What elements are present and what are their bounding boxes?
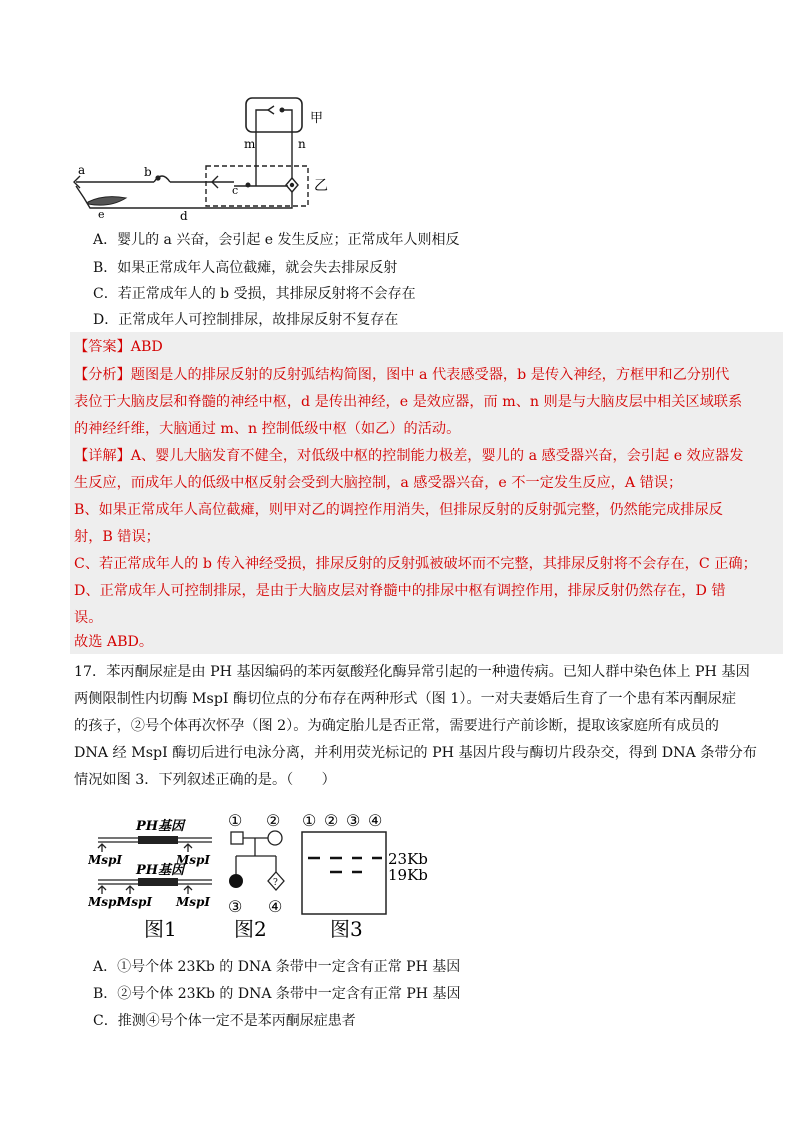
- detail-line: 射，B 错误；: [74, 529, 160, 545]
- svg-text:?: ?: [273, 878, 278, 888]
- fig1-site-label: MspI: [176, 853, 211, 867]
- pedigree-number: ②: [266, 811, 281, 830]
- band-label-23kb: 23Kb: [388, 850, 428, 868]
- q17-option-b: B．②号个体 23Kb 的 DNA 条带中一定含有正常 PH 基因: [93, 986, 461, 1002]
- pedigree-affected-child: [229, 874, 243, 888]
- fig1-site-label: MspI: [118, 895, 153, 909]
- fig1-site-label: MspI: [176, 895, 211, 909]
- label-c: c: [232, 184, 239, 197]
- pedigree-number: ③: [228, 897, 243, 916]
- gel-frame: [302, 832, 386, 914]
- fig1-site-label: MspI: [88, 853, 123, 867]
- detail-line: 误。: [74, 610, 103, 626]
- fig1-caption: 图1: [144, 917, 177, 941]
- q17-option-c: C．推测④号个体一定不是苯丙酮尿症患者: [93, 1013, 356, 1029]
- answer-line: 【答案】ABD: [74, 339, 163, 355]
- label-n: n: [298, 137, 306, 151]
- q16-option-d: D．正常成年人可控制排尿，故排尿反射不复存在: [93, 312, 399, 328]
- fig2-caption: 图2: [234, 917, 267, 941]
- detail-line: C、若正常成年人的 b 传入神经受损，排尿反射的反射弧被破坏而不完整，其排尿反射将不会存在，C 正确；: [74, 556, 757, 572]
- pedigree-number: ④: [268, 897, 283, 916]
- ph-gene-block: [138, 878, 178, 886]
- q17-option-a: A．①号个体 23Kb 的 DNA 条带中一定含有正常 PH 基因: [93, 959, 461, 975]
- detail-line: 生反应，而成年人的低级中枢反射会受到大脑控制，a 感受器兴奋，e 不一定发生反应，A 错误；: [74, 475, 683, 491]
- fig3-caption: 图3: [330, 917, 363, 941]
- label-jia: 甲: [310, 111, 324, 126]
- q17-stem-line: 17．苯丙酮尿症是由 PH 基因编码的苯丙氨酸羟化酶异常引起的一种遗传病。已知人群中染色体上 PH 基因: [74, 664, 750, 680]
- lane-number: ①: [302, 811, 317, 830]
- q16-option-c: C．若正常成年人的 b 受损，其排尿反射将不会存在: [93, 286, 416, 302]
- effector-e: [88, 197, 126, 205]
- detail-line: 【详解】A、婴儿大脑发育不健全，对低级中枢的控制能力极差，婴儿的 a 感受器兴奋，会引起 e 效应器发: [74, 448, 744, 464]
- q16-option-b: B．如果正常成年人高位截瘫，就会失去排尿反射: [93, 260, 398, 276]
- figure-2: [222, 808, 302, 944]
- pedigree-number: ①: [228, 811, 243, 830]
- label-a: a: [78, 163, 86, 177]
- lane-number: ④: [368, 811, 383, 830]
- ph-gene-block: [138, 836, 178, 844]
- lane-number: ②: [324, 811, 339, 830]
- analysis-line: 【分析】题图是人的排尿反射的反射弧结构简图，图中 a 代表感受器，b 是传入神经，方框甲和乙分别代: [74, 367, 730, 383]
- q16-option-a: A．婴儿的 a 兴奋，会引起 e 发生反应；正常成年人则相反: [93, 232, 460, 248]
- label-d: d: [180, 209, 188, 223]
- label-e: e: [98, 208, 105, 221]
- analysis-line: 表位于大脑皮层和脊髓的神经中枢，d 是传出神经，e 是效应器，而 m、n 则是与大脑皮层中相关区域联系: [74, 394, 743, 410]
- detail-line: D、正常成年人可控制排尿，是由于大脑皮层对脊髓中的排尿中枢有调控作用，排尿反射仍然存在，D 错: [74, 583, 726, 599]
- q17-stem-line: 的孩子，②号个体再次怀孕（图 2）。为确定胎儿是否正常，需要进行产前诊断，提取该家庭所有成员的: [74, 718, 719, 734]
- figure-3: [300, 808, 440, 944]
- lane-number: ③: [346, 811, 361, 830]
- label-m: m: [244, 137, 256, 151]
- fig1-gene-label: PH基因: [136, 863, 185, 878]
- fig1-gene-label: PH基因: [136, 819, 185, 834]
- figure-1: [88, 808, 220, 944]
- pedigree-mother: [268, 831, 282, 845]
- pedigree-father: [231, 832, 243, 844]
- center-jia-box: [246, 98, 302, 132]
- detail-line: 故选 ABD。: [74, 634, 154, 650]
- reflex-arc-diagram: [70, 90, 340, 225]
- q17-stem-line: 情况如图 3．下列叙述正确的是。（ ）: [74, 772, 336, 788]
- label-yi: 乙: [314, 178, 328, 194]
- analysis-line: 的神经纤维，大脑通过 m、n 控制低级中枢（如乙）的活动。: [74, 421, 461, 437]
- q17-stem-line: DNA 经 MspI 酶切后进行电泳分离，并利用荧光标记的 PH 基因片段与酶切片段杂交，得到 DNA 条带分布: [74, 745, 757, 761]
- band-label-19kb: 19Kb: [388, 866, 428, 884]
- fig1-site-label: MspI: [88, 895, 123, 909]
- q17-stem-line: 两侧限制性内切酶 MspI 酶切位点的分布存在两种形式（图 1）。一对夫妻婚后生育了一个患有苯丙酮尿症: [74, 691, 737, 707]
- detail-line: B、如果正常成年人高位截瘫，则甲对乙的调控作用消失，但排尿反射的反射弧完整，仍然能完成排尿反: [74, 502, 723, 518]
- label-b: b: [144, 165, 152, 179]
